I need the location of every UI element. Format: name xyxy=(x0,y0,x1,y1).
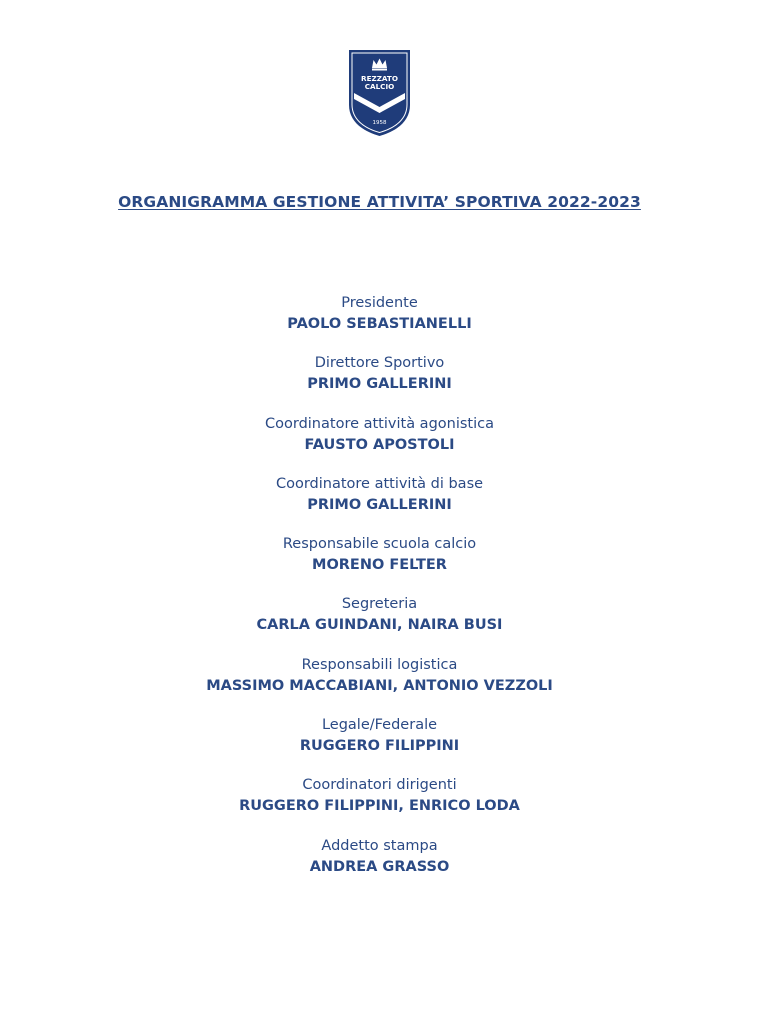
person-name: ANDREA GRASSO xyxy=(309,858,450,875)
person-name: PAOLO SEBASTIANELLI xyxy=(287,316,472,332)
list-item xyxy=(0,775,759,835)
role-label: Presidente xyxy=(341,295,418,311)
person-name: PRIMO GALLERINI xyxy=(307,496,452,513)
person-name: MASSIMO MACCABIANI, ANTONIO VEZZOLI xyxy=(206,677,553,694)
logo-year: 1958 xyxy=(372,120,387,126)
person-name: FAUSTO APOSTOLI xyxy=(304,436,455,453)
role-label: Responsabile scuola calcio xyxy=(282,536,477,553)
person-name: PRIMO GALLERINI xyxy=(307,376,452,393)
role-label: Responsabili logistica xyxy=(301,656,458,673)
list-item xyxy=(0,293,759,353)
org-chart-list xyxy=(0,293,759,896)
role-label: Legale/Federale xyxy=(321,717,438,734)
person-name: RUGGERO FILIPPINI xyxy=(299,738,460,755)
club-crest-icon xyxy=(347,47,412,137)
role-label: Coordinatori dirigenti xyxy=(302,777,457,794)
logo-name-line2: CALCIO xyxy=(364,82,395,91)
role-label: Direttore Sportivo xyxy=(314,355,445,372)
role-label: Segreteria xyxy=(341,596,418,613)
list-item xyxy=(0,655,759,715)
person-name: MORENO FELTER xyxy=(312,557,447,574)
list-item xyxy=(0,474,759,534)
role-label: Coordinatore attività di base xyxy=(275,475,484,492)
club-logo xyxy=(347,47,412,137)
list-item xyxy=(0,414,759,474)
role-label: Addetto stampa xyxy=(321,837,438,854)
document-title: ORGANIGRAMMA GESTIONE ATTIVITA’ SPORTIVA 2022-2023 xyxy=(118,193,641,211)
list-item xyxy=(0,594,759,654)
list-item xyxy=(0,836,759,896)
list-item xyxy=(0,534,759,594)
person-name: RUGGERO FILIPPINI, ENRICO LODA xyxy=(239,798,520,815)
list-item xyxy=(0,353,759,413)
list-item xyxy=(0,715,759,775)
person-name: CARLA GUINDANI, NAIRA BUSI xyxy=(256,617,503,634)
logo-name-line1: REZZATO xyxy=(361,74,398,83)
role-label: Coordinatore attività agonistica xyxy=(265,415,494,432)
